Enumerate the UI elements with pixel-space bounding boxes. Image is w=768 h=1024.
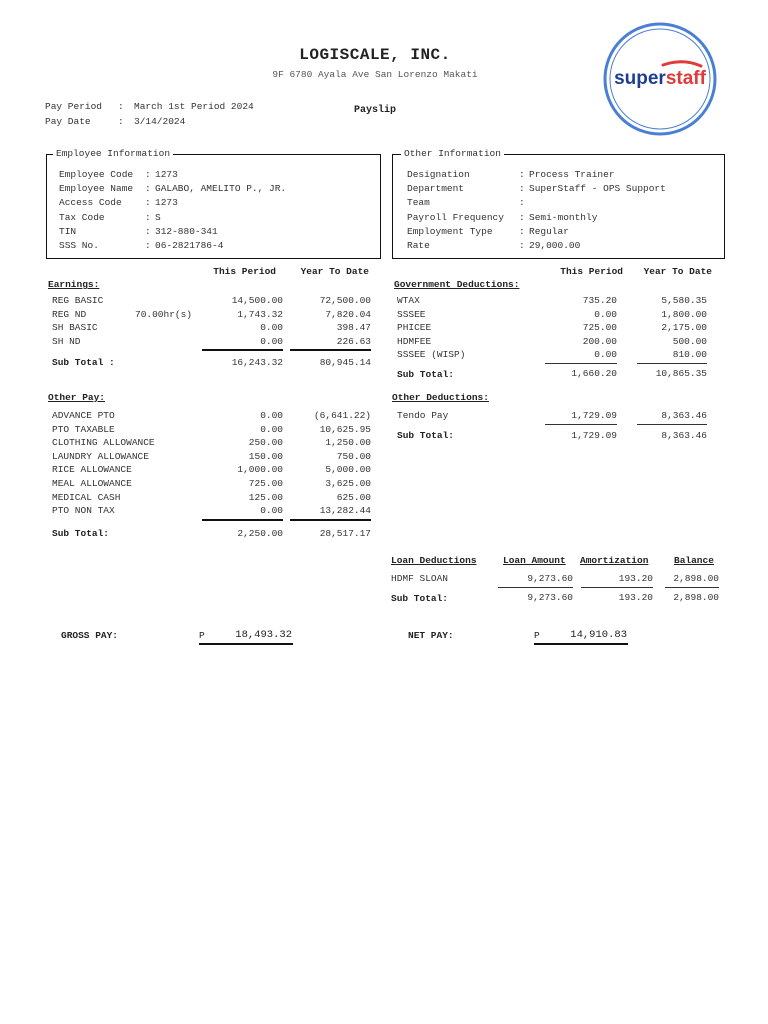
other-info-colon: : — [519, 197, 525, 209]
employee-info-value: 1273 — [155, 169, 178, 180]
earnings-item-period: 14,500.00 — [231, 295, 283, 306]
other-pay-item-ytd: 3,625.00 — [325, 478, 371, 489]
other-pay-item-period: 725.00 — [248, 478, 283, 489]
other-info-colon: : — [519, 225, 525, 237]
other-pay-subtotal-rule-period — [202, 519, 283, 521]
loan-subtotal-amount: 9,273.60 — [527, 592, 573, 603]
other-pay-item-period: 0.00 — [260, 505, 283, 517]
other-pay-item-name: RICE ALLOWANCE — [52, 464, 132, 476]
deductions-header-ytd: Year To Date — [643, 266, 712, 277]
other-info-label: Department — [407, 183, 465, 195]
other-pay-subtotal-period: 2,250.00 — [237, 528, 283, 539]
other-pay-item-ytd: 625.00 — [336, 491, 371, 503]
earnings-title: Earnings: — [48, 279, 100, 290]
gov-subtotal-period: 1,660.20 — [571, 368, 617, 379]
amortization-header: Amortization — [580, 555, 649, 566]
other-info-label: Team — [407, 197, 430, 209]
other-pay-item-ytd: 13,282.44 — [319, 505, 371, 517]
company-name: LOGISCALE, INC. — [299, 46, 451, 64]
employee-info-colon: : — [145, 169, 151, 180]
loan-name: HDMF SLOAN — [391, 573, 449, 584]
other-pay-item-name: MEAL ALLOWANCE — [52, 478, 132, 489]
gov-deduction-period: 725.00 — [582, 322, 617, 334]
other-info-colon: : — [519, 211, 525, 223]
company-address: 9F 6780 Ayala Ave San Lorenzo Makati — [272, 69, 478, 80]
gov-deduction-name: WTAX — [397, 295, 420, 306]
earnings-item-ytd: 398.47 — [336, 322, 371, 334]
earnings-item-ytd: 226.63 — [336, 335, 371, 347]
employee-info-colon: : — [145, 183, 151, 195]
earnings-subtotal-period: 16,243.32 — [231, 357, 283, 368]
other-pay-subtotal-ytd: 28,517.17 — [319, 528, 371, 539]
loan-subtotal-rule-amount — [498, 587, 573, 588]
gov-deduction-period: 735.20 — [582, 295, 617, 306]
earnings-subtotal-rule-ytd — [290, 349, 371, 351]
net-pay-currency: P — [534, 630, 540, 641]
loan-amount-header: Loan Amount — [503, 555, 566, 566]
other-deductions-rule-period — [545, 424, 617, 425]
loan-amount: 9,273.60 — [527, 573, 573, 584]
loan-amortization: 193.20 — [618, 573, 653, 584]
loan-subtotal-balance: 2,898.00 — [673, 592, 719, 603]
employee-info-title: Employee Information — [53, 148, 173, 159]
other-info-colon: : — [519, 183, 525, 195]
net-pay-value: 14,910.83 — [570, 629, 627, 641]
other-pay-item-period: 0.00 — [260, 423, 283, 435]
other-pay-subtotal-label: Sub Total: — [52, 528, 110, 539]
gov-subtotal-label: Sub Total: — [397, 369, 455, 380]
employee-info-value: S — [155, 211, 161, 223]
employee-info-label: Employee Code — [59, 169, 134, 180]
pay-date-value: 3/14/2024 — [134, 116, 186, 127]
other-info-value: Process Trainer — [529, 169, 615, 180]
other-pay-item-period: 125.00 — [248, 491, 283, 503]
earnings-item-ytd: 7,820.04 — [325, 308, 371, 320]
earnings-item-hours: 70.00hr(s) — [135, 308, 193, 320]
employee-info-label: Tax Code — [59, 211, 105, 223]
gov-deductions-title: Government Deductions: — [394, 279, 520, 290]
employee-info-label: SSS No. — [59, 240, 99, 251]
earnings-item-name: SH ND — [52, 335, 81, 347]
gross-pay-value: 18,493.32 — [235, 629, 292, 641]
earnings-subtotal-rule-period — [202, 349, 283, 351]
other-info-colon: : — [519, 240, 525, 251]
earnings-header-this-period: This Period — [213, 266, 276, 277]
deductions-header-this-period: This Period — [560, 266, 623, 277]
employee-info-value: 06-2821786-4 — [155, 240, 224, 251]
net-pay-label: NET PAY: — [408, 630, 454, 641]
other-deduction-name: Tendo Pay — [397, 410, 449, 421]
superstaff-logo — [603, 22, 717, 136]
other-pay-item-ytd: 1,250.00 — [325, 437, 371, 449]
employee-info-colon: : — [145, 240, 151, 251]
gov-deduction-name: SSSEE (WISP) — [397, 349, 466, 361]
employee-info-label: Access Code — [59, 197, 122, 209]
other-pay-item-ytd: (6,641.22) — [313, 410, 371, 421]
gov-deduction-ytd: 500.00 — [672, 335, 707, 347]
balance-header: Balance — [674, 555, 714, 566]
earnings-subtotal-ytd: 80,945.14 — [319, 357, 371, 368]
other-deductions-subtotal-label: Sub Total: — [397, 430, 455, 441]
other-info-label: Rate — [407, 240, 430, 251]
other-pay-item-name: MEDICAL CASH — [52, 491, 121, 503]
earnings-item-period: 0.00 — [260, 335, 283, 347]
earnings-item-period: 1,743.32 — [237, 308, 283, 320]
gross-pay-label: GROSS PAY: — [61, 630, 119, 641]
gov-deduction-period: 0.00 — [594, 308, 617, 320]
employee-info-label: TIN — [59, 225, 77, 237]
employee-info-value: 1273 — [155, 197, 178, 209]
gov-deduction-ytd: 5,580.35 — [661, 295, 707, 306]
employee-info-label: Employee Name — [59, 183, 134, 195]
gov-subtotal-ytd: 10,865.35 — [655, 368, 707, 379]
employee-info-value: GALABO, AMELITO P., JR. — [155, 183, 287, 195]
loan-subtotal-rule-balance — [665, 587, 719, 588]
other-pay-item-period: 0.00 — [260, 410, 283, 421]
gov-deduction-name: SSSEE — [397, 308, 426, 320]
employee-info-colon: : — [145, 197, 151, 209]
other-pay-item-period: 1,000.00 — [237, 464, 283, 476]
gross-pay-rule — [199, 643, 293, 645]
other-deduction-period: 1,729.09 — [571, 410, 617, 421]
other-pay-item-name: ADVANCE PTO — [52, 410, 115, 421]
net-pay-rule — [534, 643, 628, 645]
other-info-value: SuperStaff - OPS Support — [529, 183, 666, 195]
pay-period-colon: : — [118, 101, 124, 112]
other-info-label: Employment Type — [407, 225, 493, 237]
other-pay-item-name: CLOTHING ALLOWANCE — [52, 437, 155, 449]
gov-deduction-name: PHICEE — [397, 322, 432, 334]
other-pay-item-name: PTO NON TAX — [52, 505, 115, 517]
other-deductions-subtotal-ytd: 8,363.46 — [661, 430, 707, 441]
pay-period-label: Pay Period — [45, 101, 103, 112]
other-pay-item-name: LAUNDRY ALLOWANCE — [52, 450, 149, 462]
other-pay-item-period: 150.00 — [248, 450, 283, 462]
other-info-value: Regular — [529, 225, 569, 237]
other-pay-title: Other Pay: — [48, 392, 106, 403]
other-info-label: Designation — [407, 169, 470, 180]
other-pay-item-ytd: 750.00 — [336, 450, 371, 462]
loan-subtotal-amort: 193.20 — [618, 592, 653, 603]
other-pay-item-ytd: 5,000.00 — [325, 464, 371, 476]
loan-subtotal-label: Sub Total: — [391, 593, 449, 604]
earnings-item-name: REG ND — [52, 308, 87, 320]
pay-date-colon: : — [118, 116, 124, 127]
other-deductions-title: Other Deductions: — [392, 392, 489, 403]
earnings-item-period: 0.00 — [260, 322, 283, 334]
employee-info-colon: : — [145, 225, 151, 237]
earnings-item-name: REG BASIC — [52, 295, 104, 306]
other-deductions-subtotal-period: 1,729.09 — [571, 430, 617, 441]
loan-balance: 2,898.00 — [673, 573, 719, 584]
gov-deduction-ytd: 2,175.00 — [661, 322, 707, 334]
gov-deduction-ytd: 1,800.00 — [661, 308, 707, 320]
other-pay-item-name: PTO TAXABLE — [52, 423, 115, 435]
other-pay-item-period: 250.00 — [248, 437, 283, 449]
earnings-item-name: SH BASIC — [52, 322, 98, 334]
pay-date-label: Pay Date — [45, 116, 91, 127]
other-pay-item-ytd: 10,625.95 — [319, 423, 371, 435]
other-info-colon: : — [519, 169, 525, 180]
gov-subtotal-rule-period — [545, 363, 617, 364]
other-deduction-ytd: 8,363.46 — [661, 410, 707, 421]
earnings-subtotal-label: Sub Total : — [52, 357, 115, 368]
earnings-header-ytd: Year To Date — [300, 266, 369, 277]
pay-period-value: March 1st Period 2024 — [134, 101, 254, 112]
other-info-value: 29,000.00 — [529, 240, 581, 251]
employee-info-value: 312-880-341 — [155, 225, 218, 237]
payslip-title: Payslip — [354, 105, 397, 116]
other-deductions-rule-ytd — [637, 424, 707, 425]
other-info-value: Semi-monthly — [529, 211, 598, 223]
gross-pay-currency: P — [199, 630, 205, 641]
other-info-title: Other Information — [401, 148, 504, 159]
loan-subtotal-rule-amort — [581, 587, 653, 588]
gov-deduction-period: 200.00 — [582, 335, 617, 347]
svg-text:superstaff: superstaff — [614, 68, 706, 89]
other-info-label: Payroll Frequency — [407, 211, 504, 223]
other-pay-subtotal-rule-ytd — [290, 519, 371, 521]
employee-info-colon: : — [145, 211, 151, 223]
gov-deduction-period: 0.00 — [594, 349, 617, 361]
earnings-item-ytd: 72,500.00 — [319, 295, 371, 306]
gov-deduction-name: HDMFEE — [397, 335, 432, 347]
loan-deductions-title: Loan Deductions — [391, 555, 477, 566]
gov-subtotal-rule-ytd — [637, 363, 707, 364]
gov-deduction-ytd: 810.00 — [672, 349, 707, 361]
